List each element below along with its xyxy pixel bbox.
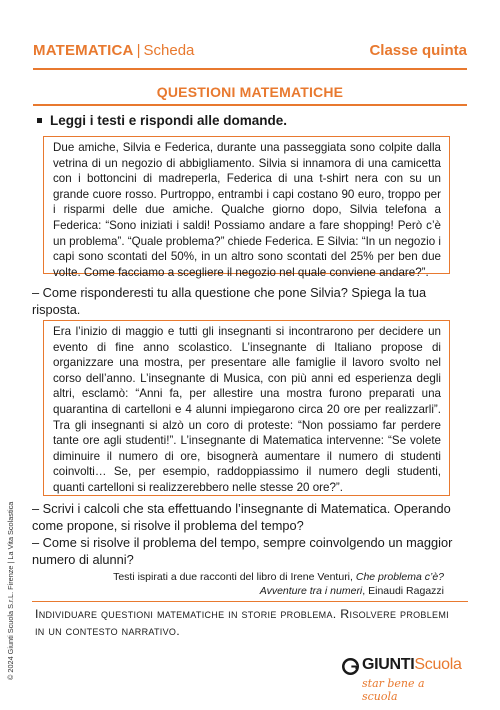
title-divider <box>33 104 467 106</box>
publisher-logo <box>342 656 462 703</box>
header-kind: Scheda <box>143 42 195 59</box>
header-class: Classe quinta <box>369 42 467 59</box>
source-book-title: Che problema c’è? Avventure tra i numeri <box>259 571 444 597</box>
instruction <box>37 113 287 128</box>
header-subject-block <box>33 42 194 59</box>
header-separator: | <box>136 42 141 59</box>
copyright-note: © 2024 Giunti Scuola S.r.L. Firenze | La Vita Scolastica <box>6 501 15 680</box>
square-bullet-icon <box>37 118 42 123</box>
learning-goal: Individuare questioni matematiche in storie problema. Risolvere problemi in un contesto narrativo. <box>35 607 449 638</box>
source-publisher: , Einaudi Ragazzi <box>362 585 444 597</box>
page-header <box>33 42 467 64</box>
instruction-text: Leggi i testi e rispondi alle domande. <box>50 113 288 128</box>
logo-brand-part1: GIUNTI <box>362 656 415 673</box>
question-1: – Come risponderesti tu alla questione che pone Silvia? Spiega la tua risposta. <box>32 285 427 317</box>
header-divider <box>33 68 467 70</box>
logo-brand-part2: Scuola <box>414 656 462 673</box>
story-box-2: Era l’inizio di maggio e tutti gli insegnanti si incontrarono per decidere un evento di fine anno scolastico. L’insegnante di Italiano propose di organizzare una mostra, per presentare alle famiglie il lavoro svolto nel corso dell’anno. L’insegnante di Musica, con più anni ed esperienza degli altri, esclamò: “Anni fa, per allestire una mostra furono preparati una quarantina di cartelloni e 4 alunni impiegarono circa 20 ore per realizzarli”. Tra gli insegnanti si alzò un coro di proteste: “Non possiamo far perdere tante ore agli studenti!”. L’insegnante di Matematica intervenne: “Se volete diminuire il numero di ore, bisognerà aumentare il numero di studenti coinvolti… Se, per esempio, raddoppiassimo il numero degli studenti, quanti cartelloni si realizzerebbero nelle stesse 20 ore?”. <box>43 320 450 496</box>
goal-divider <box>32 601 468 602</box>
story-box-1: Due amiche, Silvia e Federica, durante una passeggiata sono colpite dalla vetrina di un negozio di abbigliamento. Silvia si innamora di una camicetta con i bottoncini di madreperla, Federica di una t-shirt nera con su un grande cuore rosso. Purtroppo, entrambi i capi costano 90 euro, troppo per i risparmi delle due amiche. Qualche giorno dopo, Silvia telefona a Federica: “Sono iniziati i saldi! Possiamo andare a fare shopping! Però c’è un problema”. “Quale problema?” chiede Federica. E Silvia: “In un negozio i capi sono scontati del 50%, in un altro sono scontati del 25% per ben due volte. Come facciamo a scegliere il negozio nel quale conviene andare?”. <box>43 136 450 274</box>
source-credit <box>84 570 444 598</box>
source-prefix: Testi ispirati a due racconti del libro di Irene Venturi, <box>113 571 356 583</box>
questions-block <box>32 500 460 568</box>
question-2: – Scrivi i calcoli che sta effettuando l’insegnante di Matematica. Operando come propone, si risolve il problema del tempo? <box>32 501 451 533</box>
header-subject: MATEMATICA <box>33 42 134 59</box>
logo-brand <box>362 656 462 674</box>
page-title: QUESTIONI MATEMATICHE <box>156 84 344 100</box>
logo-tagline: star bene a scuola <box>362 677 425 703</box>
question-3: – Come si risolve il problema del tempo, sempre coinvolgendo un maggior numero di alunni? <box>32 535 453 567</box>
spiral-g-icon <box>342 658 359 675</box>
